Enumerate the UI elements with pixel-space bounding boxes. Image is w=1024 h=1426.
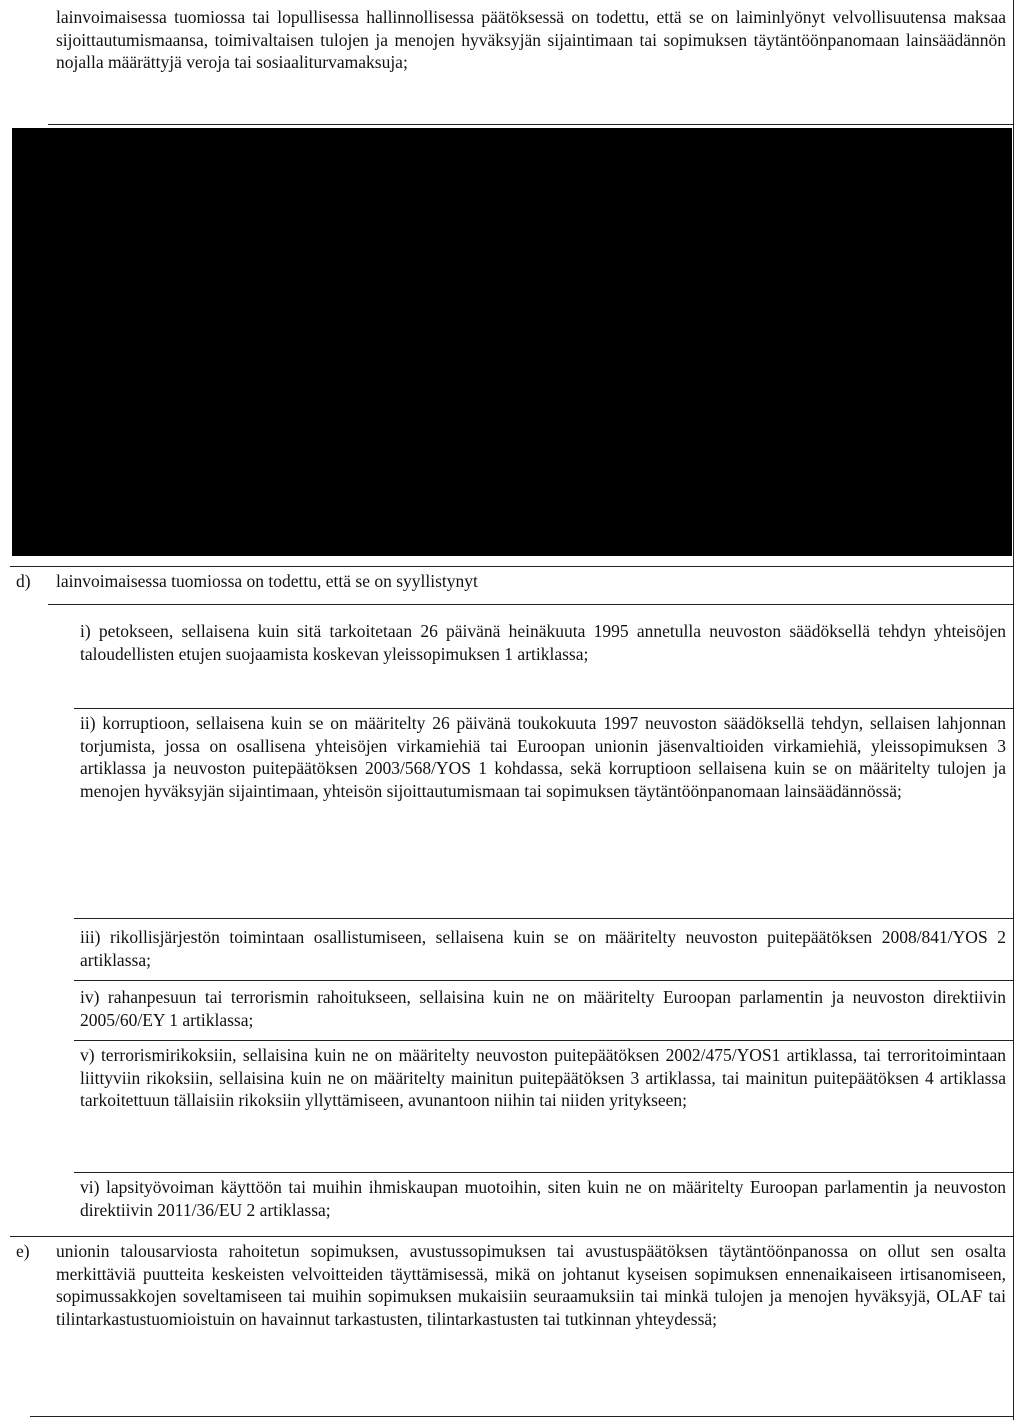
section-e-text: unionin talousarviosta rahoitetun sopimuksen, avustussopimuksen tai avustuspäätöksen täytäntöönpanossa on ollut sen osalta merkittäviä puutteita keskeisten velvoitteiden täyttämisessä, mikä on johtanut kyseisen sopimuksen ennenaikaiseen irtisanomiseen, sopimussakkojen soveltamiseen tai muihin sopimuksen mukaisiin seuraamuksiin tai minkä tulojen ja menojen hyväksyjä, OLAF tai tilintarkastustuomioistuin on havainnut tarkastusten, tilintarkastusten tai tutkinnan yhteydessä; [56,1241,1006,1329]
list-item-v: v) terrorismirikoksiin, sellaisina kuin ne on määritelty neuvoston puitepäätöksen 2002/475/YOS1 artiklassa, tai terroritoimintaan liittyviin rikoksiin, sellaisina kuin ne on määritelty mainitun puitepäätöksen 3 artiklassa, tai mainitun puitepäätöksen 4 artiklassa tarkoitettuun tällaisiin rikoksiin yllyttämiseen, avunantoon niihin tai niiden yritykseen; [80,1045,1006,1111]
right-border [1013,0,1014,1420]
list-item-ii: ii) korruptioon, sellaisena kuin se on määritelty 26 päivänä toukokuuta 1997 neuvoston säädöksellä tehdyn, sellaisen lahjonnan torjumista, jossa on osallisena yhteisöjen virkamiehiä tai Euroopan unionin jäsenvaltioiden virkamiehiä, yleissopimuksen 3 artiklassa ja neuvoston puitepäätöksen 2003/568/YOS 1 kohdassa, sekä korruptioon sellaisena kuin se on määritelty tulojen ja menojen hyväksyjän sijaintimaan, yhteisön sijoittautumismaan tai sopimuksen täytäntöönpanomaan lainsäädännössä; [80,713,1006,801]
list-item-i: i) petokseen, sellaisena kuin sitä tarkoitetaan 26 päivänä heinäkuuta 1995 annetulla neuvoston säädöksellä tehdyn yhteisöjen taloudellisten etujen suojaamista koskevan yleissopimuksen 1 artiklassa; [80,621,1006,664]
list-item-iii: iii) rikollisjärjestön toimintaan osallistumiseen, sellaisena kuin se on määritelty neuvoston puitepäätöksen 2008/841/YOS 2 artiklassa; [80,927,1006,970]
section-e-label: e) [16,1241,30,1261]
section-d-intro: lainvoimaisessa tuomiossa on todettu, että se on syyllistynyt [56,571,478,591]
list-item-iv: iv) rahanpesuun tai terrorismin rahoitukseen, sellaisina kuin ne on määritelty Euroopan parlamentin ja neuvoston direktiivin 2005/60/EY 1 artiklassa; [80,987,1006,1030]
divider-item-iii [74,980,1014,981]
divider-item-iv [74,1040,1014,1041]
divider-bottom [30,1416,1014,1417]
divider-top [48,124,1014,125]
divider-item-ii [74,918,1014,919]
divider-d-top [10,566,1014,567]
divider-item-i [74,708,1014,709]
top-paragraph: lainvoimaisessa tuomiossa tai lopullisessa hallinnollisessa päätöksessä on todettu, että se on laiminlyönyt velvollisuutensa maksaa sijoittautumismaansa, toimivaltaisen tulojen ja menojen hyväksyjän sijaintimaan tai sopimuksen täytäntöönpanomaan lainsäädännön nojalla määrättyjä veroja tai sosiaaliturvamaksuja; [56,7,1006,73]
divider-item-vi [10,1236,1014,1237]
list-item-vi: vi) lapsityövoiman käyttöön tai muihin ihmiskaupan muotoihin, siten kuin ne on määritelty Euroopan parlamentin ja neuvoston direktiivin 2011/36/EU 2 artiklassa; [80,1177,1006,1220]
divider-d-intro [48,604,1014,605]
redacted-area [12,128,1012,556]
section-d-label: d) [16,571,31,591]
divider-item-v [74,1172,1014,1173]
